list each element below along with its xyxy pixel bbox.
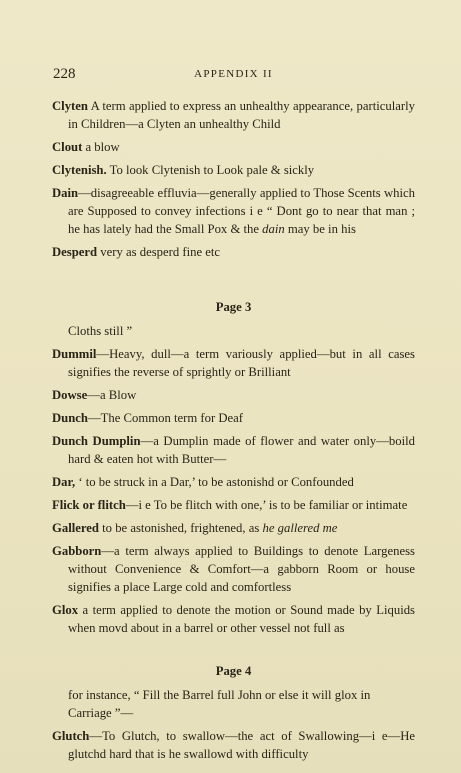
glossary-entry: [52, 542, 415, 596]
glossary-entry: [52, 519, 415, 537]
headword: Desperd: [52, 245, 98, 259]
definition: —a Blow: [87, 388, 137, 402]
glossary-entry: [52, 386, 415, 404]
glossary-entry: [52, 243, 415, 261]
page-3-label: Page 3: [215, 300, 252, 314]
glossary-entry: [52, 432, 415, 468]
page-number: 228: [53, 66, 76, 82]
definition: ‘ to be struck in a Dar,’ to be astonishd or Confounded: [75, 475, 354, 489]
definition: A term applied to express an unhealthy appearance, particularly in Children—a Clyten an unhealthy Child: [68, 99, 415, 131]
headword: Dar,: [52, 475, 76, 489]
definition: To look Clytenish to Look pale & sickly: [106, 163, 315, 177]
glossary-entries: [52, 97, 415, 768]
definition: —Heavy, dull—a term variously applied—but in all cases signifies the reverse of sprightly or Brilliant: [68, 347, 415, 379]
glossary-entry: [52, 496, 415, 514]
headword: Glox: [52, 603, 79, 617]
headword: Gabborn: [52, 544, 102, 558]
glossary-entry: [52, 409, 415, 427]
glossary-entry: [52, 138, 415, 156]
headword: Dunch: [52, 411, 88, 425]
headword: Gallered: [52, 521, 99, 535]
headword: Dummil: [52, 347, 97, 361]
glossary-entry: [52, 473, 415, 491]
glossary-entry: [52, 727, 415, 763]
headword: Dain: [52, 186, 79, 200]
definition: very as desperd fine etc: [97, 245, 221, 259]
glossary-entry: [52, 601, 415, 637]
page-4-label: Page 4: [215, 664, 252, 678]
page-header: [53, 66, 414, 86]
glossary-entry: [52, 345, 415, 381]
definition: —a Dumplin made of flower and water only—boild hard & eaten hot with Butter—: [68, 434, 415, 466]
headword: Dowse: [52, 388, 88, 402]
headword: Clout: [52, 140, 83, 154]
definition: to be astonished, frightened, as: [98, 521, 263, 535]
headword: Clytenish.: [52, 163, 107, 177]
italic-term: he gallered me: [262, 521, 338, 535]
carry-over-text-2: for instance, “ Fill the Barrel full John or else it will glox in Carriage ”—: [68, 688, 371, 720]
definition: a blow: [82, 140, 120, 154]
headword: Clyten: [52, 99, 88, 113]
running-head: APPENDIX II: [194, 68, 273, 80]
glossary-entry: [52, 161, 415, 179]
carry-over-text: Cloths still ”: [68, 324, 133, 338]
definition: a term applied to denote the motion or Sound made by Liquids when movd about in a barrel or other vessel not full as: [68, 603, 415, 635]
definition: —i e To be flitch with one,’ is to be familiar or intimate: [125, 498, 408, 512]
italic-term: dain: [262, 222, 285, 236]
glossary-entry: [52, 97, 415, 133]
headword: Glutch: [52, 729, 90, 743]
glossary-entry: [52, 184, 415, 238]
definition: —The Common term for Deaf: [87, 411, 243, 425]
definition: —To Glutch, to swallow—the act of Swallowing—i e—He glutchd hard that is he swallowd with difficulty: [68, 729, 415, 761]
headword: Flick or flitch: [52, 498, 126, 512]
headword: Dunch Dumplin: [52, 434, 141, 448]
definition-tail: may be in his: [284, 222, 356, 236]
definition: —disagreeable effluvia—generally applied to Those Scents which are Supposed to convey infections i e “ Dont go to near that man ; he has lately had the Small Pox & the: [68, 186, 415, 236]
definition: —a term always applied to Buildings to denote Largeness without Convenience & Comfort—a gabborn Room or house signifies a place Large cold and comfortless: [68, 544, 415, 594]
